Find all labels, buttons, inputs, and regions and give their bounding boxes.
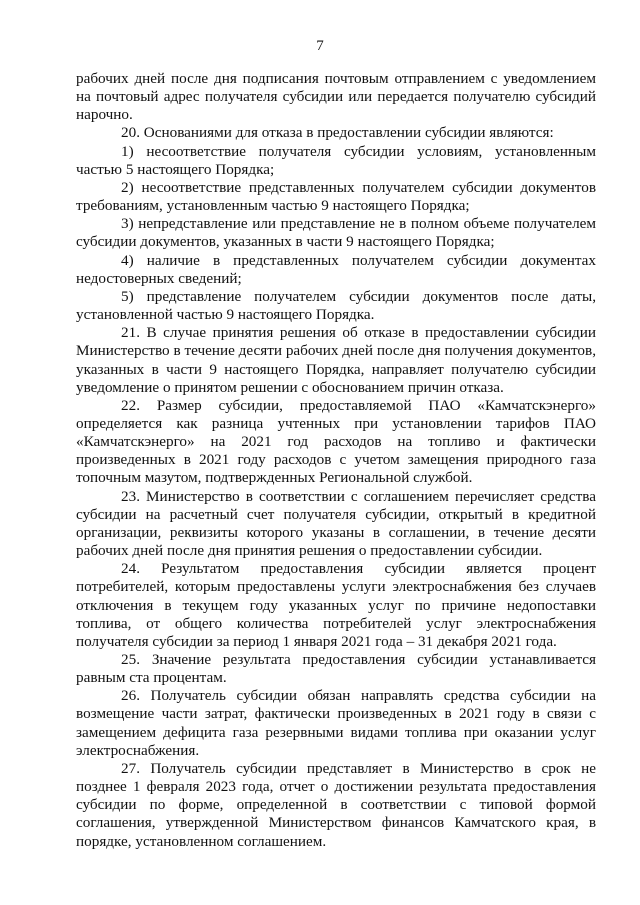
paragraph-24: 24. Результатом предоставления субсидии является процент потребителей, которым предоставлены услуги электроснабжения без случаев отключения в текущем году указанных услуг по причине недопоставки топлива, от общего количества потребителей услуг электроснабжения получателя субсидии за период 1 января 2021 года – 31 декабря 2021 года. xyxy=(76,560,596,650)
page-number: 7 xyxy=(316,38,324,54)
paragraph-27: 27. Получатель субсидии представляет в Министерство в срок не позднее 1 февраля 2023 года, отчет о достижении результата предоставления субсидии по форме, определенной в соответствии с типовой формой соглашения, утвержденной Министерством финансов Камчатского края, в порядке, установленном соглашением. xyxy=(76,759,596,850)
document-body xyxy=(76,70,596,851)
paragraph-23: 23. Министерство в соответствии с соглашением перечисляет средства субсидии на расчетный счет получателя субсидии, открытый в кредитной организации, реквизиты которого указаны в соглашении, в течение десяти рабочих дней после дня принятия решения о предоставлении субсидии. xyxy=(76,487,596,560)
list-item-3: 3) непредставление или представление не в полном объеме получателем субсидии документов, указанных в части 9 настоящего Порядка; xyxy=(76,215,596,251)
paragraph-22: 22. Размер субсидии, предоставляемой ПАО «Камчатскэнерго» определяется как разница учтенных при установлении тарифов ПАО «Камчатскэнерго» на 2021 год расходов на топливо и фактически произведенных в 2021 году расходов с учетом замещения природного газа топочным мазутом, подтвержденных Региональной службой. xyxy=(76,396,596,487)
paragraph-continuation: рабочих дней после дня подписания почтовым отправлением с уведомлением на почтовый адрес получателя субсидии или передается получателю субсидий нарочно. xyxy=(76,70,596,124)
list-item-4: 4) наличие в представленных получателем субсидии документах недостоверных сведений; xyxy=(76,251,596,287)
paragraph-25: 25. Значение результата предоставления субсидии устанавливается равным ста процентам. xyxy=(76,651,596,687)
list-item-5: 5) представление получателем субсидии документов после даты, установленной частью 9 настоящего Порядка. xyxy=(76,287,596,324)
paragraph-26: 26. Получатель субсидии обязан направлять средства субсидии на возмещение части затрат, фактически произведенных в 2021 году в связи с замещением дефицита газа резервными видами топлива при оказании услуг электроснабжения. xyxy=(76,687,596,759)
list-item-2: 2) несоответствие представленных получателем субсидии документов требованиям, установленным частью 9 настоящего Порядка; xyxy=(76,178,596,215)
paragraph-20: 20. Основаниями для отказа в предоставлении субсидии являются: xyxy=(121,124,554,142)
list-item-1: 1) несоответствие получателя субсидии условиям, установленным частью 5 настоящего Порядка; xyxy=(76,142,596,178)
paragraph-21: 21. В случае принятия решения об отказе в предоставлении субсидии Министерство в течение десяти рабочих дней после дня получения документов, указанных в части 9 настоящего Порядка, направляет получателю субсидии уведомление о принятом решении с обоснованием причин отказа. xyxy=(76,324,596,396)
